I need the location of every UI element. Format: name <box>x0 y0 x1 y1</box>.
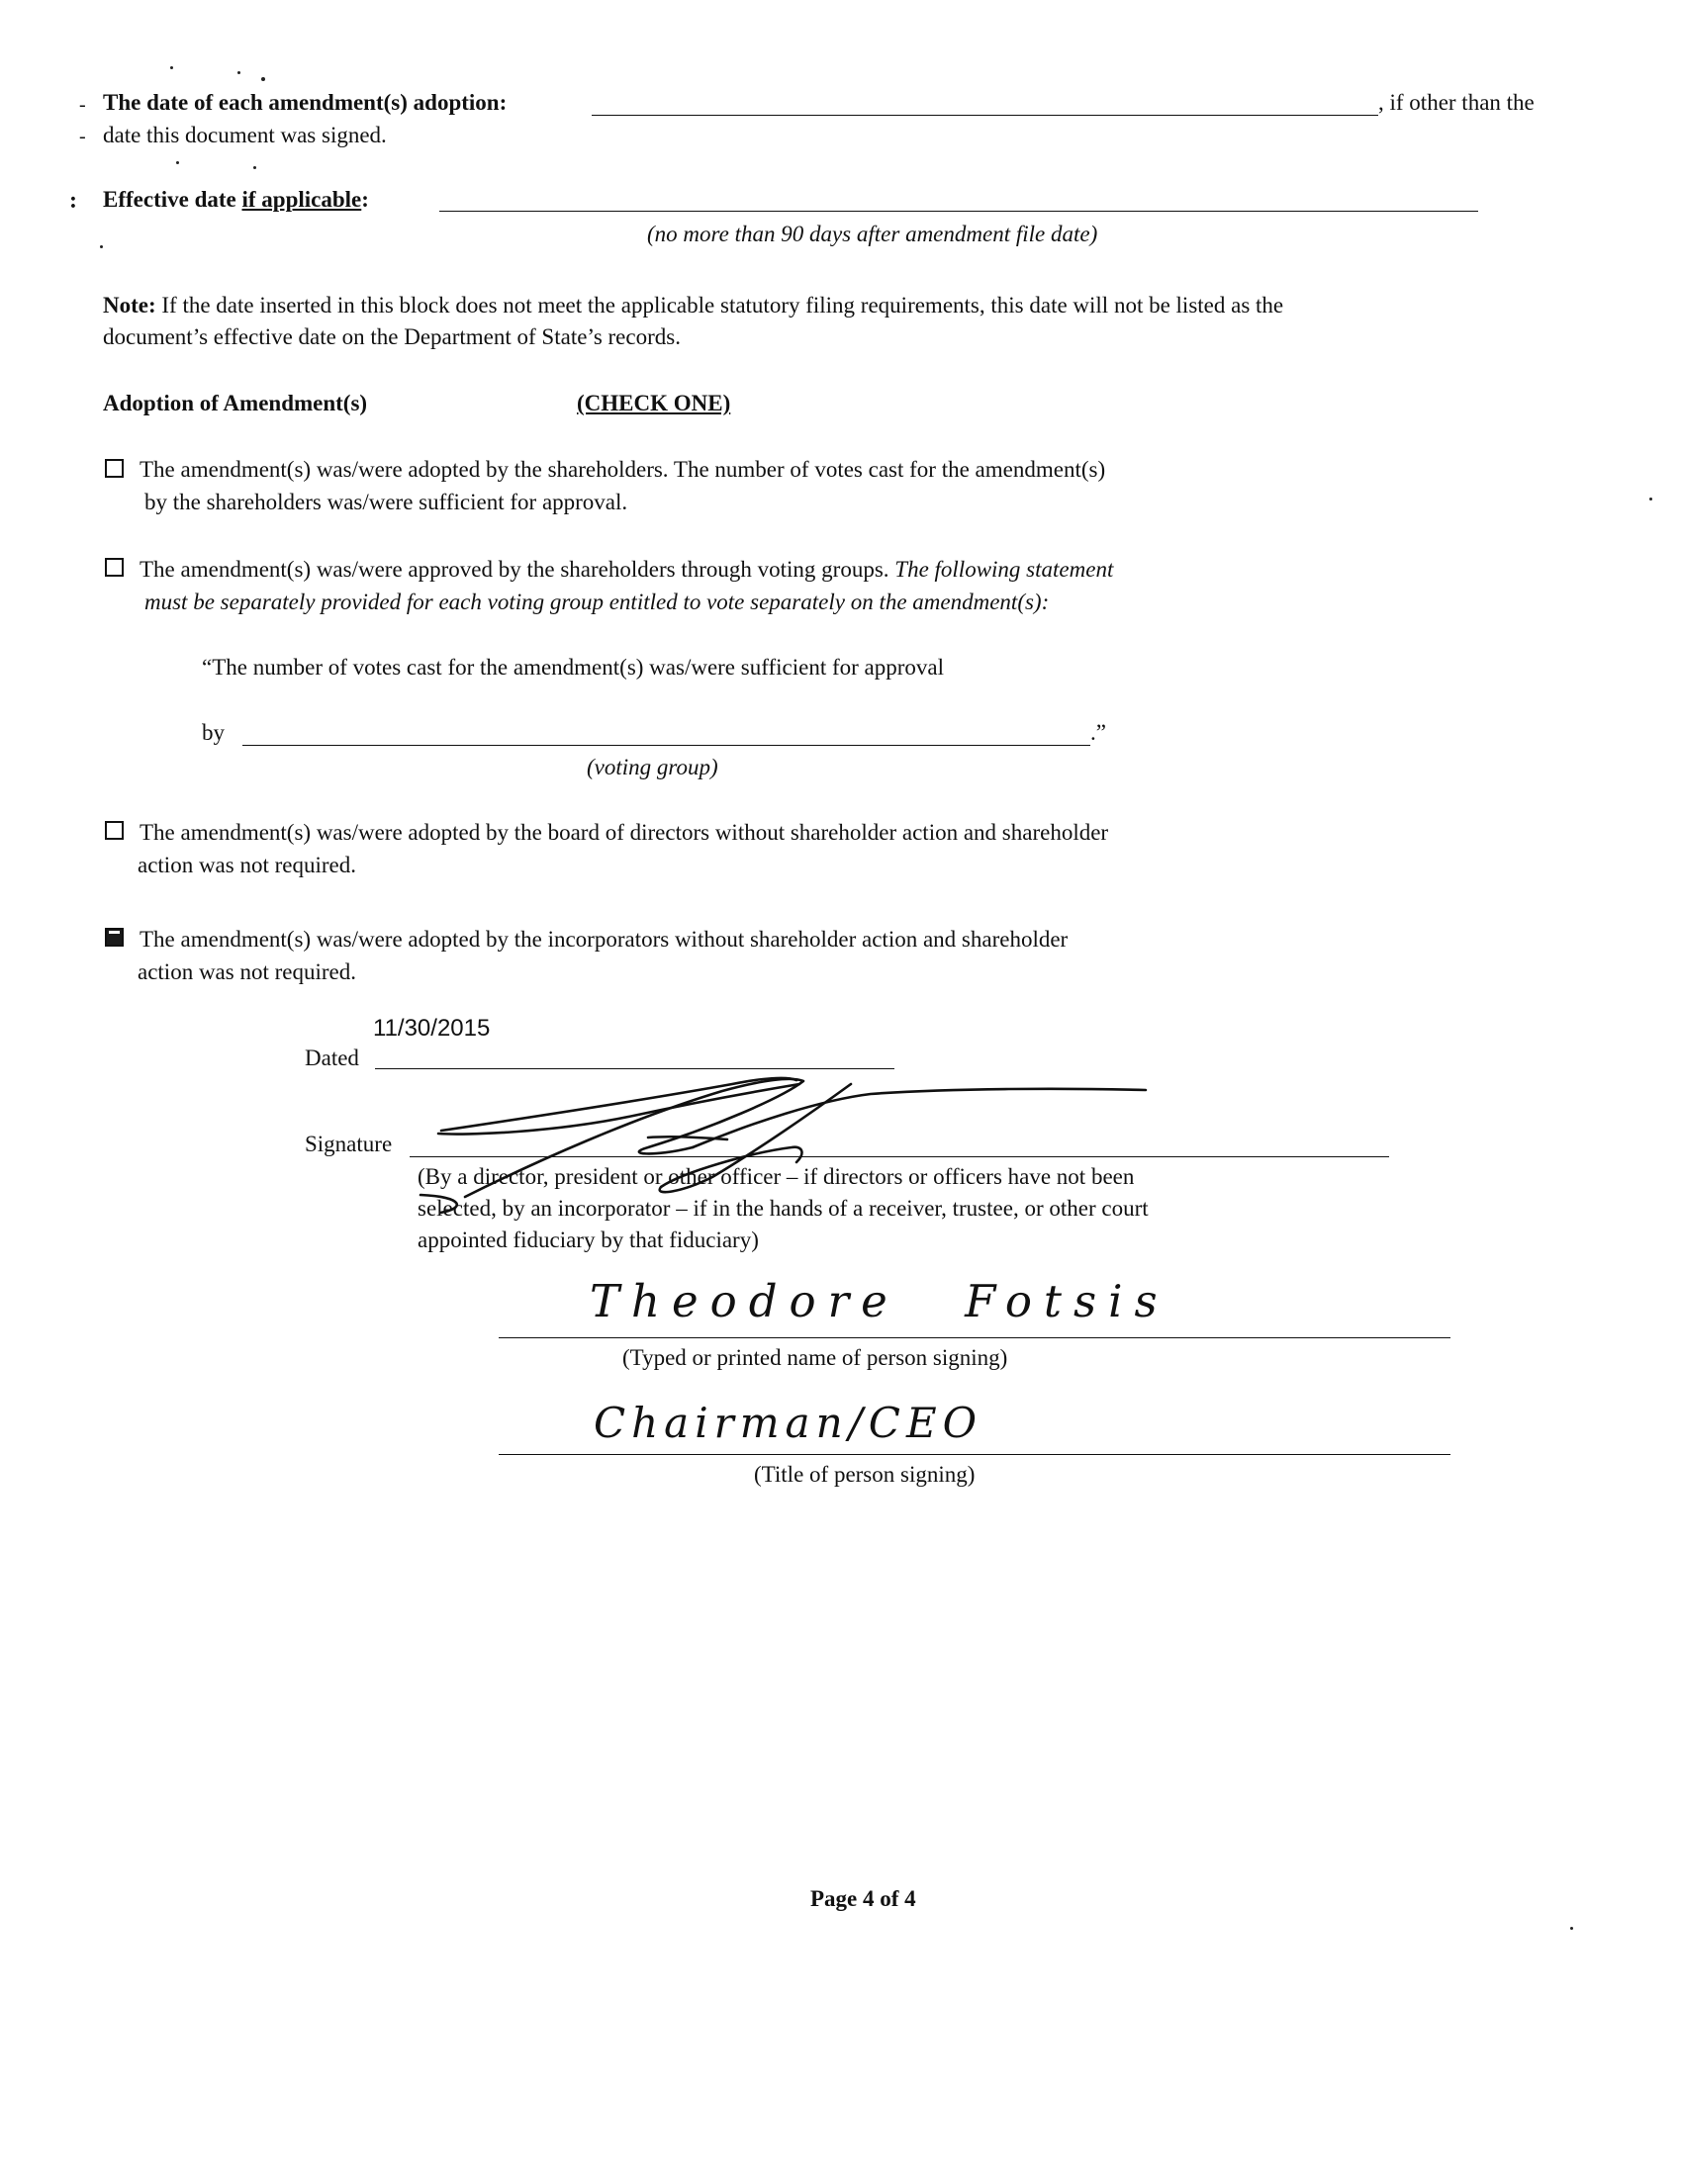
title-field[interactable] <box>499 1454 1450 1455</box>
option-board-line-2: action was not required. <box>138 853 356 877</box>
adoption-section-title: Adoption of Amendment(s) <box>103 391 368 415</box>
amendment-date-suffix: , if other than the <box>1378 90 1535 115</box>
printed-name-field[interactable] <box>499 1337 1450 1338</box>
date-value: 11/30/2015 <box>373 1015 491 1042</box>
option-voting-groups-line-2: must be separately provided for each voting group entitled to vote separately on the amendment(s): <box>144 590 1050 614</box>
option-shareholders-line-2: by the shareholders was/were sufficient for approval. <box>144 490 628 514</box>
page-number: Page 4 of 4 <box>810 1886 916 1911</box>
check-one-instruction: (CHECK ONE) <box>577 391 731 415</box>
voting-group-by-label: by <box>202 720 225 745</box>
signature-instruction-line-2: selected, by an incorporator – if in the hands of a receiver, trustee, or other court <box>418 1196 1149 1221</box>
voting-group-quote: “The number of votes cast for the amendment(s) was/were sufficient for approval <box>202 655 944 680</box>
printed-name-handwritten: Theodore Fotsis <box>590 1275 1169 1327</box>
title-caption: (Title of person signing) <box>754 1462 976 1487</box>
dated-label: Dated <box>305 1046 359 1070</box>
printed-name-caption: (Typed or printed name of person signing) <box>622 1345 1008 1370</box>
signature-instruction-line-1: (By a director, president or other officer – if directors or officers have not been <box>418 1164 1135 1189</box>
voting-group-end-quote: .” <box>1090 720 1106 745</box>
voting-group-hint: (voting group) <box>587 755 718 779</box>
option-shareholders-line-1: The amendment(s) was/were adopted by the shareholders. The number of votes cast for the amendment(s) <box>140 457 1106 482</box>
amendment-date-continuation: date this document was signed. <box>103 123 387 147</box>
amendment-date-label: The date of each amendment(s) adoption: <box>103 90 508 115</box>
signature-label: Signature <box>305 1132 393 1156</box>
effective-date-label: Effective date if applicable: <box>103 187 369 212</box>
margin-tick: - <box>79 94 86 116</box>
title-handwritten: Chairman/CEO <box>594 1399 983 1447</box>
option-incorporators-line-2: action was not required. <box>138 959 356 984</box>
effective-date-hint: (no more than 90 days after amendment file date) <box>647 222 1098 246</box>
option-voting-groups-line-1: The amendment(s) was/were approved by the shareholders through voting groups. The following statement <box>140 557 1114 582</box>
note-line-1: Note: If the date inserted in this block does not meet the applicable statutory filing requirements, this date will not be listed as the <box>103 293 1284 318</box>
margin-bullet: : <box>69 188 77 214</box>
option-incorporators-line-1: The amendment(s) was/were adopted by the incorporators without shareholder action and shareholder <box>140 927 1069 952</box>
option-board-line-1: The amendment(s) was/were adopted by the board of directors without shareholder action and shareholder <box>140 820 1109 845</box>
note-line-2: document’s effective date on the Department of State’s records. <box>103 324 681 349</box>
signature-instruction-line-3: appointed fiduciary by that fiduciary) <box>418 1228 759 1252</box>
margin-tick: - <box>79 126 86 147</box>
